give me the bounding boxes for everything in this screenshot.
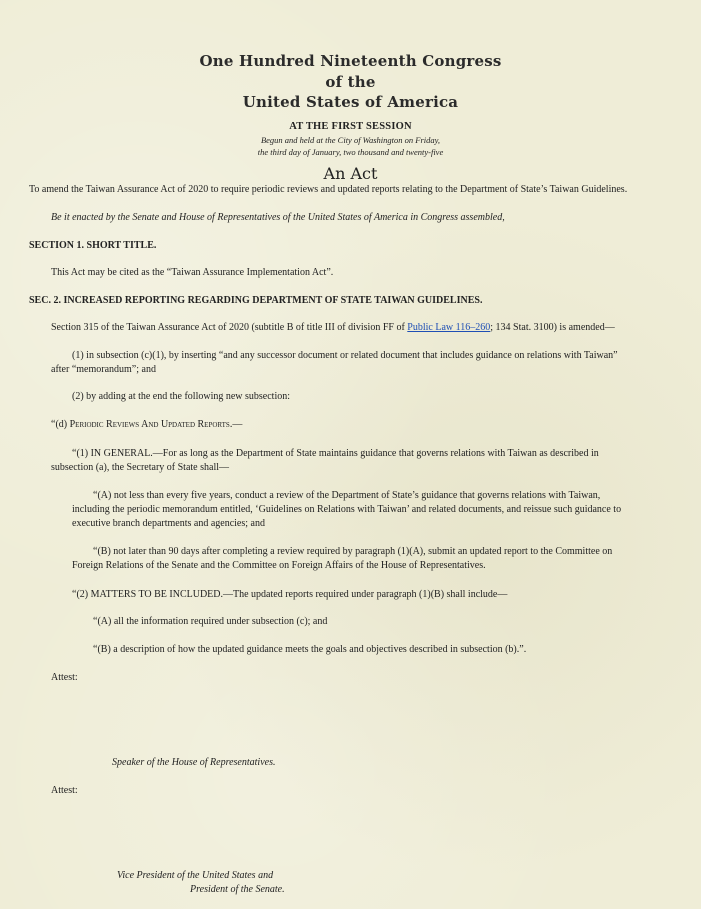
d1-line-1: “(1) IN GENERAL.—For as long as the Department of State maintains guidance that governs relations with Taiwan as described in bbox=[72, 448, 599, 459]
section-1-heading: SECTION 1. SHORT TITLE. bbox=[29, 240, 157, 251]
d2B-text: “(B) a description of how the updated guidance meets the goals and objectives described in subsection (b).”. bbox=[93, 644, 527, 655]
d2-text: “(2) MATTERS TO BE INCLUDED.—The updated reports required under paragraph (1)(B) shall include— bbox=[72, 589, 508, 600]
vp-signature-line-2: President of the Senate. bbox=[190, 884, 285, 895]
section-2-intro bbox=[51, 321, 615, 335]
purpose-text: To amend the Taiwan Assurance Act of 2020 to require periodic reviews and updated reports relating to the Department of State’s Taiwan Guidelines. bbox=[29, 184, 628, 195]
enacting-clause: Be it enacted by the Senate and House of Representatives of the United States of America in Congress assembled, bbox=[51, 212, 505, 223]
d1A-line-3: executive branch departments and agencies; and bbox=[72, 518, 265, 529]
paragraph-1-line-2: after “memorandum”; and bbox=[51, 364, 156, 375]
section-2-intro-before: Section 315 of the Taiwan Assurance Act of 2020 (subtitle B of title III of division FF of bbox=[51, 322, 408, 333]
congress-title: One Hundred Nineteenth Congress bbox=[199, 52, 502, 70]
d1A-line-1: “(A) not less than every five years, conduct a review of the Department of State’s guidance that governs relations with Taiwan, bbox=[93, 490, 601, 501]
paragraph-1-line-1: (1) in subsection (c)(1), by inserting “and any successor document or related document that includes guidance on relations with Taiwan” bbox=[72, 350, 618, 361]
speaker-signature-line: Speaker of the House of Representatives. bbox=[112, 757, 276, 768]
section-1-text: This Act may be cited as the “Taiwan Assurance Implementation Act”. bbox=[51, 267, 334, 278]
public-law-link[interactable]: Public Law 116–260 bbox=[407, 322, 491, 333]
subsection-d-heading bbox=[51, 418, 242, 432]
attest-1: Attest: bbox=[51, 672, 78, 683]
begun-line-1: Begun and held at the City of Washington on Friday, bbox=[260, 135, 441, 145]
subsection-d-title: Periodic Reviews And Updated Reports. bbox=[69, 419, 233, 430]
country-title: United States of America bbox=[242, 93, 459, 111]
subsection-d-suffix: — bbox=[232, 419, 243, 430]
section-2-intro-after: ; 134 Stat. 3100) is amended— bbox=[490, 322, 615, 333]
begun-line-2: the third day of January, two thousand and twenty-five bbox=[257, 147, 444, 157]
paragraph-2: (2) by adding at the end the following new subsection: bbox=[72, 391, 291, 402]
an-act-title: An Act bbox=[323, 164, 378, 183]
session-line: AT THE FIRST SESSION bbox=[289, 121, 412, 132]
section-2-heading: SEC. 2. INCREASED REPORTING REGARDING DEPARTMENT OF STATE TAIWAN GUIDELINES. bbox=[29, 295, 483, 306]
d1B-line-2: Foreign Relations of the Senate and the Committee on Foreign Affairs of the House of Representatives. bbox=[72, 560, 486, 571]
d1A-line-2: including the periodic memorandum entitled, ‘Guidelines on Relations with Taiwan’ and related documents, and reissue such guidance to bbox=[72, 504, 622, 515]
of-the-line: of the bbox=[325, 73, 376, 91]
attest-2: Attest: bbox=[51, 785, 78, 796]
subsection-d-prefix: “(d) bbox=[51, 419, 70, 430]
vp-signature-line-1: Vice President of the United States and bbox=[117, 870, 274, 881]
d1-line-2: subsection (a), the Secretary of State shall— bbox=[51, 462, 229, 473]
d2A-text: “(A) all the information required under subsection (c); and bbox=[93, 616, 328, 627]
d1B-line-1: “(B) not later than 90 days after completing a review required by paragraph (1)(A), submit an updated report to the Committee on bbox=[93, 546, 613, 557]
